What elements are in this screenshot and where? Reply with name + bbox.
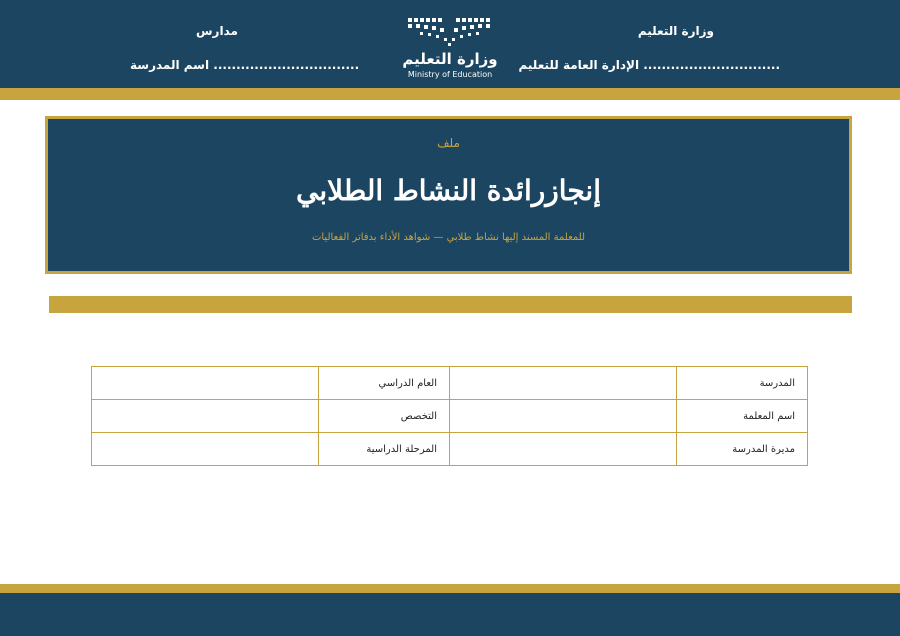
- title-box: [45, 116, 852, 274]
- value-cell[interactable]: [92, 367, 319, 400]
- school-name-label: اسم المدرسة ................................: [130, 58, 360, 72]
- label-cell: المدرسة: [677, 367, 808, 400]
- gold-divider-bar: [49, 296, 852, 313]
- logo-arabic-text: وزارة التعليم: [402, 50, 498, 68]
- label-cell: المرحلة الدراسية: [319, 433, 450, 466]
- label-cell: مديرة المدرسة: [677, 433, 808, 466]
- logo-english-text: Ministry of Education: [407, 70, 493, 79]
- label-cell: العام الدراسي: [319, 367, 450, 400]
- file-label: ملف: [437, 136, 460, 150]
- value-cell[interactable]: [92, 433, 319, 466]
- value-cell[interactable]: [450, 433, 677, 466]
- general-administration-label: الإدارة العامة للتعليم ..............................: [518, 58, 780, 72]
- ministry-label: وزارة التعليم: [637, 24, 714, 38]
- header-gold-stripe: [0, 88, 900, 100]
- value-cell[interactable]: [92, 400, 319, 433]
- value-cell[interactable]: [450, 400, 677, 433]
- table-row: [92, 400, 808, 433]
- label-cell: التخصص: [319, 400, 450, 433]
- page-subtitle: للمعلمة المسند إليها نشاط طلابي — شواهد الأداء بدفاتر الفعاليات: [311, 232, 586, 243]
- table-row: [92, 433, 808, 466]
- table-row: [92, 367, 808, 400]
- value-cell[interactable]: [450, 367, 677, 400]
- page-title: إنجازرائدة النشاط الطلابي: [296, 174, 601, 207]
- footer-gold-stripe: [0, 584, 900, 593]
- info-table: [91, 366, 808, 466]
- label-cell: اسم المعلمة: [677, 400, 808, 433]
- footer-band: [0, 593, 900, 636]
- schools-label: مدارس: [196, 24, 238, 38]
